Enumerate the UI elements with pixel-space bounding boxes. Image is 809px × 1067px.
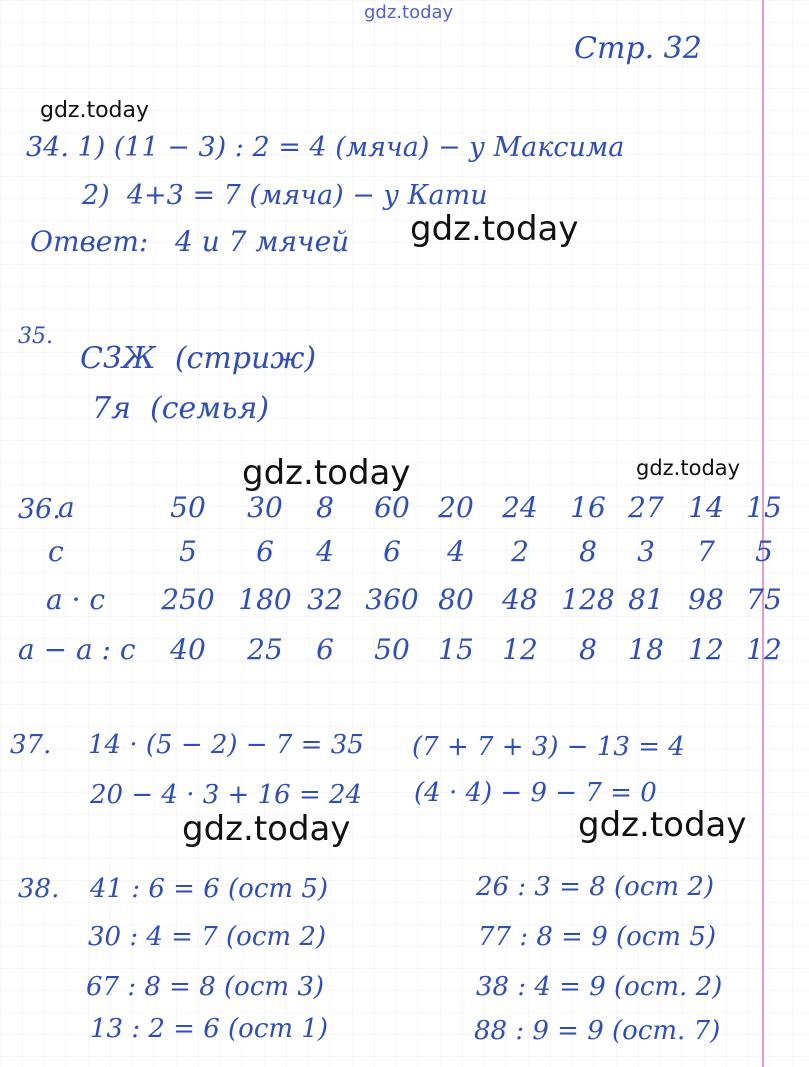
task38-left-2: 30 : 4 = 7 (ост 2) — [88, 922, 326, 952]
task38-left-4: 13 : 2 = 6 (ост 1) — [90, 1014, 328, 1044]
task36-cell: 50 — [374, 633, 410, 666]
task36-cell: 75 — [746, 583, 782, 616]
task38-number: 38. — [18, 874, 60, 904]
task37-right2: (4 · 4) − 9 − 7 = 0 — [414, 778, 657, 808]
watermark: gdz.today — [40, 98, 150, 123]
task38-right-2: 77 : 8 = 9 (ост 5) — [478, 922, 716, 952]
task36-cell: 5 — [755, 535, 773, 568]
watermark: gdz.today — [410, 209, 579, 249]
task36-cell: 16 — [570, 491, 606, 524]
task36-cell: 3 — [637, 535, 655, 568]
task36-cell: 4 — [316, 535, 334, 568]
task36-cell: 250 — [161, 583, 215, 616]
task38-left-1: 41 : 6 = 6 (ост 5) — [90, 874, 328, 904]
task36-cell: 40 — [170, 633, 206, 666]
task36-row-label: a — [58, 491, 75, 524]
task36-cell: 6 — [316, 633, 334, 666]
task35-line2: 7я (семья) — [92, 391, 270, 426]
margin-line — [762, 0, 764, 1067]
task38-right-1: 26 : 3 = 8 (ост 2) — [476, 872, 714, 902]
page-number-header: Стр. 32 — [574, 31, 702, 66]
task36-cell: 80 — [438, 583, 474, 616]
task36-cell: 6 — [256, 535, 274, 568]
task36-cell: 14 — [688, 491, 724, 524]
watermark: gdz.today — [182, 809, 351, 849]
task37-left1: 14 · (5 − 2) − 7 = 35 — [88, 730, 364, 760]
task35-line1: С3Ж (стриж) — [80, 341, 317, 376]
task36-cell: 15 — [746, 491, 782, 524]
task36-cell: 6 — [383, 535, 401, 568]
watermark: gdz.today — [636, 456, 741, 480]
task36-number: 36. — [18, 494, 61, 525]
watermark-top: gdz.today — [364, 2, 454, 23]
task36-cell: 12 — [746, 633, 782, 666]
task38-right-3: 38 : 4 = 9 (ост. 2) — [476, 972, 723, 1002]
task36-cell: 15 — [438, 633, 474, 666]
task36-cell: 4 — [447, 535, 465, 568]
watermark: gdz.today — [242, 453, 411, 493]
task36-row-label: a − a : c — [18, 633, 136, 666]
task36-cell: 12 — [688, 633, 724, 666]
task36-cell: 8 — [579, 633, 597, 666]
task36-cell: 20 — [438, 491, 474, 524]
task37-left2: 20 − 4 · 3 + 16 = 24 — [90, 780, 363, 810]
task36-cell: 360 — [365, 583, 419, 616]
task36-cell: 8 — [316, 491, 334, 524]
task36-cell: 8 — [579, 535, 597, 568]
task34-line2: 2) 4+3 = 7 (мяча) − у Кати — [82, 180, 488, 211]
task36-row-label: a · c — [46, 583, 106, 616]
task36-cell: 12 — [502, 633, 538, 666]
task36-cell: 27 — [628, 491, 664, 524]
task35-number: 35. — [18, 324, 53, 349]
task34-line1: 34. 1) (11 − 3) : 2 = 4 (мяча) − у Максима — [26, 132, 625, 163]
task36-cell: 128 — [561, 583, 615, 616]
task38-right-4: 88 : 9 = 9 (ост. 7) — [474, 1016, 721, 1046]
task36-cell: 18 — [628, 633, 664, 666]
task36-cell: 48 — [502, 583, 538, 616]
task36-cell: 32 — [307, 583, 343, 616]
task34-answer: Ответ: 4 и 7 мячей — [30, 225, 350, 258]
task36-cell: 7 — [697, 535, 715, 568]
task36-cell: 30 — [247, 491, 283, 524]
task36-cell: 180 — [238, 583, 292, 616]
task36-cell: 98 — [688, 583, 724, 616]
task36-cell: 24 — [502, 491, 538, 524]
task36-row-label: c — [48, 535, 64, 568]
task36-cell: 50 — [170, 491, 206, 524]
task37-right1: (7 + 7 + 3) − 13 = 4 — [412, 732, 685, 762]
watermark: gdz.today — [578, 805, 747, 845]
task36-cell: 81 — [628, 583, 664, 616]
task36-cell: 25 — [247, 633, 283, 666]
task38-left-3: 67 : 8 = 8 (ост 3) — [86, 972, 324, 1002]
task36-cell: 60 — [374, 491, 410, 524]
task36-cell: 5 — [179, 535, 197, 568]
task36-cell: 2 — [511, 535, 529, 568]
task37-number: 37. — [10, 730, 52, 760]
